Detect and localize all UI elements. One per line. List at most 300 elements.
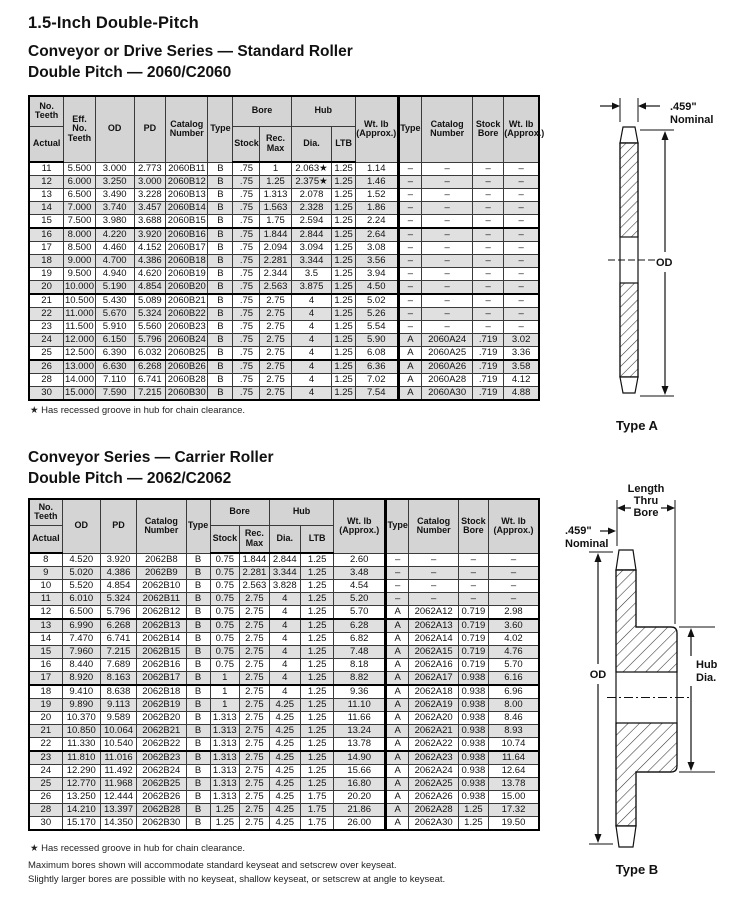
- header-rec-max: Rec. Max: [240, 525, 270, 553]
- table-cell: 5.020: [62, 567, 100, 580]
- table-cell: 2062B18: [137, 685, 186, 699]
- length-thru-bore-label-1: Length: [627, 483, 665, 495]
- table-cell: 13.397: [100, 804, 136, 817]
- table-cell: 1.25: [300, 633, 334, 646]
- table-row: [29, 633, 539, 646]
- table-cell: –: [488, 553, 539, 567]
- table-cell: 2.75: [260, 321, 291, 334]
- table-cell: 4: [291, 360, 332, 374]
- table-cell: 3.56: [355, 255, 398, 268]
- table-cell: 12.290: [62, 765, 100, 778]
- table-cell: 11.66: [334, 712, 386, 725]
- table-cell: 8.46: [488, 712, 539, 725]
- table-cell: A: [385, 646, 408, 659]
- table-cell: 2.75: [240, 633, 270, 646]
- table-cell: 3.36: [504, 347, 539, 361]
- table-cell: 6.28: [334, 619, 386, 633]
- table-2062-body: [29, 553, 539, 830]
- table-cell: 9.589: [100, 712, 136, 725]
- table-cell: 1.86: [355, 202, 398, 215]
- table-cell: –: [409, 580, 458, 593]
- table-cell: 4.854: [134, 281, 166, 295]
- plate-hatch-lower: [620, 283, 638, 377]
- table-cell: 2.281: [240, 567, 270, 580]
- table-cell: .75: [233, 228, 260, 242]
- table-cell: .719: [473, 387, 504, 401]
- table-cell: 6.630: [95, 360, 134, 374]
- table-cell: 2060B20: [166, 281, 208, 295]
- header-bore-group: Bore: [233, 96, 291, 126]
- table-cell: 2062A16: [409, 659, 458, 672]
- table-cell: 10.000: [64, 281, 94, 292]
- table-cell: 1.25: [300, 580, 334, 593]
- table-cell: 0.938: [458, 765, 488, 778]
- table-cell: B: [186, 567, 210, 580]
- table-cell: 1.25: [332, 215, 355, 229]
- table-cell: –: [473, 268, 504, 281]
- table-2060-header: [29, 96, 545, 162]
- header-catalog-number-2: Catalog Number: [422, 96, 473, 162]
- table-cell: –: [422, 162, 473, 176]
- table-cell: 3.980: [95, 215, 134, 229]
- table-cell: –: [422, 176, 473, 189]
- header-actual: Actual: [29, 525, 62, 553]
- table-cell: 0.75: [210, 659, 240, 672]
- table-cell: 1.25: [300, 672, 334, 686]
- table-cell: –: [422, 294, 473, 308]
- table-cell: A: [385, 804, 408, 817]
- table-cell: 1.25: [300, 778, 334, 791]
- table-cell: A: [398, 387, 421, 401]
- table-cell: 2.563: [240, 580, 270, 593]
- table-cell: B: [208, 308, 233, 321]
- table-cell: 9.000: [64, 255, 96, 268]
- table-cell: 4.76: [488, 646, 539, 659]
- table-cell: 1.25: [332, 374, 355, 387]
- table-cell: A: [385, 606, 408, 620]
- table-cell: 2062B12: [137, 606, 186, 620]
- table-cell: 1.25: [210, 804, 240, 817]
- header-pd: PD: [100, 499, 136, 553]
- table-cell: 10.370: [62, 712, 100, 725]
- table-cell: 1.25: [300, 567, 334, 580]
- table-cell: .75: [233, 360, 260, 374]
- table-cell: 9.36: [334, 685, 386, 699]
- table-cell: 4: [269, 685, 300, 699]
- table-cell: 2.75: [240, 685, 270, 699]
- table-row: [29, 791, 539, 804]
- table-cell: –: [398, 242, 421, 255]
- width-arrowhead-left: [612, 103, 620, 110]
- table-cell: –: [473, 162, 504, 176]
- table-cell: 4.25: [269, 765, 300, 778]
- table-cell: B: [186, 646, 210, 659]
- table-2060: [28, 95, 545, 401]
- table-cell: A: [385, 751, 408, 765]
- table-cell: 1.844: [260, 228, 291, 242]
- table-row: [29, 725, 539, 738]
- table-cell: 2060B25: [166, 347, 208, 361]
- table-cell: –: [504, 176, 539, 189]
- table-cell: 10.540: [100, 738, 136, 752]
- table-cell: 2.75: [240, 699, 270, 712]
- table-cell: 2062B17: [137, 672, 186, 686]
- table-cell: 0.75: [210, 593, 240, 606]
- table-cell: 0.938: [458, 712, 488, 725]
- header-type: Type: [186, 499, 210, 553]
- table-cell: 14: [29, 633, 62, 646]
- od-label: OD: [656, 257, 673, 269]
- table-cell: 8.500: [64, 242, 96, 255]
- table-cell: .75: [233, 242, 260, 255]
- table-cell: 7.48: [334, 646, 386, 659]
- table-cell: 4: [291, 387, 332, 401]
- table-cell: 2.75: [240, 646, 270, 659]
- table-cell: 26.00: [334, 817, 386, 831]
- table-cell: 0.719: [458, 619, 488, 633]
- table-cell: 4: [269, 619, 300, 633]
- type-b-caption: Type B: [615, 862, 659, 877]
- table-cell: 5.70: [334, 606, 386, 620]
- table-cell: 16: [29, 659, 62, 672]
- ltb-arrowhead-left: [617, 505, 625, 512]
- table-cell: 4.620: [134, 268, 166, 281]
- table-cell: 1.25: [332, 255, 355, 268]
- table-cell: –: [458, 580, 488, 593]
- table-cell: 7.470: [62, 633, 100, 646]
- table-cell: –: [504, 255, 539, 268]
- table-cell: –: [504, 281, 539, 295]
- table-cell: 1.25: [210, 817, 240, 831]
- table-cell: 2.75: [240, 791, 270, 804]
- table-cell: 0.75: [210, 580, 240, 593]
- table-cell: 1.25: [300, 765, 334, 778]
- table-cell: 18: [29, 255, 64, 268]
- table-cell: 1.25: [332, 360, 355, 374]
- table-cell: B: [208, 215, 233, 229]
- table-cell: 4.25: [269, 804, 300, 817]
- table-cell: B: [186, 659, 210, 672]
- table-cell: 30: [29, 817, 62, 831]
- table-cell: 28: [29, 374, 64, 387]
- table-cell: 4.700: [95, 255, 134, 268]
- table-cell: 1.25: [300, 751, 334, 765]
- header-actual: Actual: [29, 126, 64, 162]
- table-cell: 1: [210, 685, 240, 699]
- table-cell: 2062B11: [137, 593, 186, 606]
- table-cell: 8.163: [100, 672, 136, 686]
- footnote-star-2: ★ Has recessed groove in hub for chain clearance.: [30, 843, 245, 854]
- table-cell: 20: [29, 281, 64, 295]
- table-cell: –: [504, 242, 539, 255]
- table-cell: 1: [260, 162, 291, 176]
- table-cell: 2062B15: [137, 646, 186, 659]
- diagram-type-a: [558, 92, 734, 442]
- table-cell: –: [488, 567, 539, 580]
- table-cell: 11.492: [100, 765, 136, 778]
- table-cell: B: [186, 712, 210, 725]
- table-cell: A: [385, 712, 408, 725]
- header-wt-lb-2: Wt. lb (Approx.): [504, 96, 539, 162]
- table-cell: .75: [233, 202, 260, 215]
- table-cell: .75: [233, 294, 260, 308]
- table-cell: 3.60: [488, 619, 539, 633]
- sprocket-type-b-drawing: [545, 478, 734, 883]
- table-cell: 5.520: [62, 580, 100, 593]
- table-cell: 2060B12: [166, 176, 208, 189]
- table-cell: 1.75: [300, 804, 334, 817]
- table-cell: 2060B16: [166, 228, 208, 242]
- table-row: [29, 321, 539, 334]
- table-cell: 3.58: [504, 360, 539, 374]
- table-cell: 6.390: [95, 347, 134, 361]
- table-cell: 6.990: [62, 619, 100, 633]
- table-cell: A: [385, 633, 408, 646]
- table-row: [29, 334, 539, 347]
- table-cell: –: [398, 281, 421, 295]
- table-cell: –: [409, 567, 458, 580]
- table-cell: 9.113: [100, 699, 136, 712]
- table-cell: 3.920: [100, 553, 136, 567]
- table-cell: 2062B14: [137, 633, 186, 646]
- table-cell: 6.741: [100, 633, 136, 646]
- table-cell: 0.938: [458, 672, 488, 686]
- table-cell: B: [208, 294, 233, 308]
- table-cell: 3.000: [95, 162, 134, 176]
- header-stock-bore: Stock Bore: [473, 96, 504, 162]
- table-cell: 0.938: [458, 751, 488, 765]
- ltb-arrowhead-right: [667, 505, 675, 512]
- table-cell: 1.25: [458, 804, 488, 817]
- table-cell: –: [473, 321, 504, 334]
- header-rec-max: Rec. Max: [260, 126, 291, 162]
- table-cell: 2.60: [334, 553, 386, 567]
- table-cell: 2060B22: [166, 308, 208, 321]
- table-cell: 0.75: [210, 553, 240, 567]
- table-cell: 2.75: [260, 334, 291, 347]
- table-cell: 4.50: [355, 281, 398, 295]
- length-thru-bore-label-3: Bore: [633, 507, 659, 519]
- table-cell: 2062A30: [409, 817, 458, 831]
- table-row: [29, 387, 539, 401]
- table-cell: A: [385, 725, 408, 738]
- table-cell: 14.350: [100, 817, 136, 831]
- table-cell: A: [385, 765, 408, 778]
- sprocket-type-a-drawing: [558, 92, 734, 442]
- table-cell: .75: [233, 334, 260, 347]
- header-dia: Dia.: [269, 525, 300, 553]
- table-cell: –: [473, 228, 504, 242]
- table-cell: 13.24: [334, 725, 386, 738]
- header-catalog-number: Catalog Number: [137, 499, 186, 553]
- table-row: [29, 685, 539, 699]
- table-row: [29, 593, 539, 606]
- table-cell: 5.324: [134, 308, 166, 321]
- table-cell: –: [473, 308, 504, 321]
- table-cell: –: [398, 162, 421, 176]
- table-cell: 2.75: [240, 738, 270, 752]
- table-cell: B: [208, 255, 233, 268]
- table-cell: 6.500: [62, 606, 100, 620]
- table-cell: –: [422, 321, 473, 334]
- table-cell: 2060B28: [166, 374, 208, 387]
- table-cell: –: [409, 553, 458, 567]
- table-cell: 0.719: [458, 646, 488, 659]
- table-cell: .75: [233, 281, 260, 295]
- table-cell: 2.094: [260, 242, 291, 255]
- table-cell: B: [186, 606, 210, 620]
- plate-hatch-upper: [620, 143, 638, 237]
- hub-arrowhead-top: [688, 628, 695, 637]
- table-cell: 0.938: [458, 685, 488, 699]
- table-cell: 2060B26: [166, 360, 208, 374]
- table-cell: B: [208, 281, 233, 295]
- table-cell: 6.500: [64, 189, 96, 202]
- table-cell: .719: [473, 334, 504, 347]
- nominal-label: .459": [670, 101, 697, 113]
- table-cell: 21.86: [334, 804, 386, 817]
- table-cell: 9.410: [62, 685, 100, 699]
- page-title: 1.5-Inch Double-Pitch: [28, 14, 199, 32]
- table-cell: 1: [210, 699, 240, 712]
- table-cell: B: [208, 176, 233, 189]
- table-cell: 3.094: [291, 242, 332, 255]
- od-arrowhead-bottom: [662, 386, 669, 395]
- table-cell: 2060B11: [166, 162, 208, 176]
- table-cell: 1.25: [300, 659, 334, 672]
- header-ltb: LTB: [300, 525, 334, 553]
- footnote-bores: [28, 859, 445, 886]
- table-cell: 1.25: [332, 162, 355, 176]
- table-row: [29, 374, 539, 387]
- table-cell: 15.00: [488, 791, 539, 804]
- od-label: OD: [589, 669, 607, 681]
- table-cell: .75: [233, 255, 260, 268]
- table-cell: 4.520: [62, 553, 100, 567]
- table-cell: 9.500: [64, 268, 96, 281]
- table-cell: –: [398, 176, 421, 189]
- footnote-larger-bores: Slightly larger bores are possible with no keyseat, shallow keyseat, or setscrew at angle to keyseat.: [28, 873, 446, 885]
- table-cell: B: [186, 765, 210, 778]
- tooth-bottom: [616, 826, 636, 847]
- table-cell: 8.638: [100, 685, 136, 699]
- table-cell: 5.54: [355, 321, 398, 334]
- table-cell: 1.25: [332, 334, 355, 347]
- table-cell: A: [398, 347, 421, 361]
- table-cell: 4: [269, 606, 300, 620]
- table-cell: 12.000: [64, 334, 94, 345]
- header-stock: Stock: [210, 525, 240, 553]
- table-cell: 8.93: [488, 725, 539, 738]
- table-cell: A: [385, 659, 408, 672]
- table-cell: 2.375★: [291, 176, 332, 189]
- table-cell: 4.88: [504, 387, 539, 401]
- table-cell: 11.968: [100, 778, 136, 791]
- table-cell: –: [422, 308, 473, 321]
- table-cell: 8.920: [62, 672, 100, 686]
- table-cell: 26: [29, 791, 62, 804]
- table-cell: 2.75: [240, 712, 270, 725]
- table-cell: –: [398, 228, 421, 242]
- table-cell: 4.25: [269, 738, 300, 752]
- table-cell: 5.500: [64, 162, 96, 176]
- table-cell: 0.938: [458, 778, 488, 791]
- table-cell: 12.500: [64, 347, 94, 358]
- table-cell: 8.440: [62, 659, 100, 672]
- table-cell: 6.82: [334, 633, 386, 646]
- table-cell: 12.64: [488, 765, 539, 778]
- table-cell: B: [186, 804, 210, 817]
- table-cell: –: [458, 593, 488, 606]
- table-cell: 0.719: [458, 633, 488, 646]
- table-cell: 5.796: [100, 606, 136, 620]
- table-cell: –: [504, 162, 539, 176]
- table-cell: 6.96: [488, 685, 539, 699]
- table-cell: 2060A26: [422, 360, 473, 374]
- table-cell: 4: [291, 321, 332, 334]
- table-cell: 22: [29, 308, 64, 321]
- table-cell: 2062B23: [137, 751, 186, 765]
- table-cell: .719: [473, 360, 504, 374]
- table-cell: 10.064: [100, 725, 136, 738]
- table-cell: 7.500: [64, 215, 96, 229]
- table-cell: 20.20: [334, 791, 386, 804]
- table-cell: –: [398, 268, 421, 281]
- table-cell: 2.344: [260, 268, 291, 281]
- table-row: [29, 659, 539, 672]
- table-cell: B: [208, 268, 233, 281]
- table-row: [29, 189, 539, 202]
- table-cell: 2062B24: [137, 765, 186, 778]
- table-cell: 3.920: [134, 228, 166, 242]
- table-cell: 1.25: [300, 725, 334, 738]
- table-cell: 2.594: [291, 215, 332, 229]
- table-cell: B: [208, 202, 233, 215]
- table-cell: 4.386: [134, 255, 166, 268]
- table-cell: 25: [29, 347, 64, 361]
- table-cell: A: [385, 791, 408, 804]
- table-cell: 17: [29, 672, 62, 686]
- table-cell: 15.66: [334, 765, 386, 778]
- table-cell: 3.228: [134, 189, 166, 202]
- table-cell: 1.563: [260, 202, 291, 215]
- table-cell: 2.844: [269, 553, 300, 567]
- table-cell: .75: [233, 347, 260, 361]
- diagram-type-b: [545, 478, 734, 883]
- table-cell: 2062A24: [409, 765, 458, 778]
- table-cell: 2.75: [260, 387, 291, 401]
- page-title-block: [28, 14, 353, 83]
- table-cell: 2.75: [240, 606, 270, 620]
- table-row: [29, 215, 539, 229]
- table-cell: 11.10: [334, 699, 386, 712]
- table-cell: 5.324: [100, 593, 136, 606]
- table-cell: 11.500: [65, 321, 94, 332]
- table-cell: 0.75: [210, 619, 240, 633]
- table-cell: 14.210: [62, 804, 100, 817]
- table-cell: 2.75: [240, 778, 270, 791]
- table-cell: 1.25: [300, 646, 334, 659]
- table-cell: 5.26: [355, 308, 398, 321]
- table-cell: 15.000: [64, 387, 94, 398]
- header-bore-group: Bore: [210, 499, 269, 525]
- od-arrowhead-bottom: [595, 834, 602, 843]
- table-cell: 2.328: [291, 202, 332, 215]
- header-wt-lb-2: Wt. lb (Approx.): [488, 499, 539, 553]
- footnote-max-bores: Maximum bores shown will accommodate standard keyseat and setscrew over keyseat.: [28, 860, 397, 871]
- table-cell: 2.063★: [291, 162, 332, 176]
- table-cell: 14.90: [334, 751, 386, 765]
